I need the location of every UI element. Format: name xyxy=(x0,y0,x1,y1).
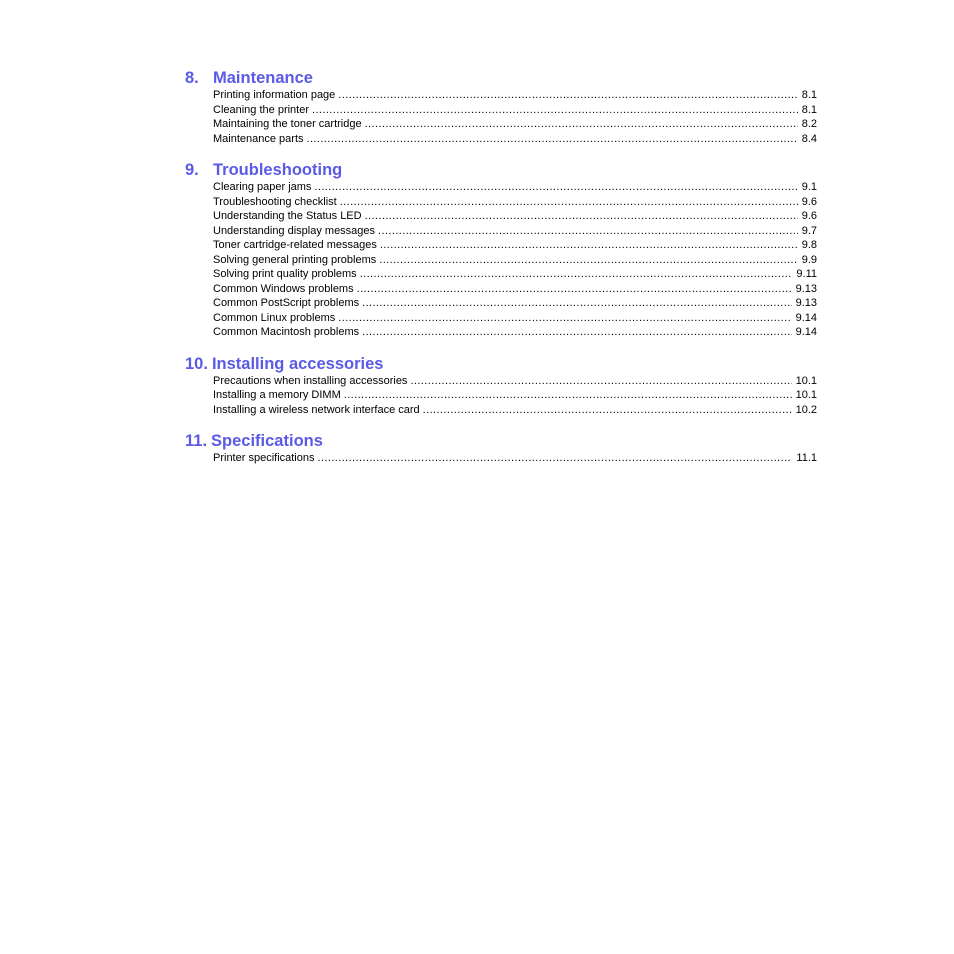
dot-leader xyxy=(357,282,792,297)
toc-page-number: 9.1 xyxy=(801,181,817,193)
toc-page-number: 8.4 xyxy=(801,132,817,145)
toc-entry-label: Installing a wireless network interface card xyxy=(213,403,420,416)
dot-leader xyxy=(423,403,792,418)
toc-page-number: 9.11 xyxy=(796,268,817,280)
toc-entry-label: Installing a memory DIMM xyxy=(213,389,341,401)
toc-page-number: 8.1 xyxy=(801,103,817,116)
toc-entry[interactable] xyxy=(213,88,817,103)
toc-page-number: 9.9 xyxy=(801,253,817,266)
toc-entry[interactable] xyxy=(213,403,817,418)
toc-entry[interactable] xyxy=(213,180,817,195)
toc-entry[interactable] xyxy=(213,253,817,268)
toc-page-number: 10.1 xyxy=(795,389,817,401)
chapter-number: 11. xyxy=(185,432,208,450)
toc-entry[interactable] xyxy=(213,195,817,210)
toc-page-number: 9.14 xyxy=(795,326,817,338)
dot-leader xyxy=(362,296,791,311)
toc-entry[interactable] xyxy=(213,132,817,147)
toc-entry-label: Maintaining the toner cartridge xyxy=(213,118,362,130)
chapter-number: 8. xyxy=(185,69,199,87)
toc-page-number: 9.6 xyxy=(801,195,817,208)
toc-entry[interactable] xyxy=(213,388,817,403)
dot-leader xyxy=(410,374,791,389)
chapter-number: 10. xyxy=(185,354,208,373)
chapter-title: Troubleshooting xyxy=(213,161,343,179)
toc-entry[interactable] xyxy=(213,296,817,311)
toc-page-number: 9.13 xyxy=(795,297,817,309)
dot-leader xyxy=(314,180,797,195)
dot-leader xyxy=(360,267,793,282)
dot-leader xyxy=(379,253,797,268)
chapter-title: Maintenance xyxy=(213,69,313,87)
toc-entry-label: Cleaning the printer xyxy=(213,103,310,116)
dot-leader xyxy=(362,325,791,340)
chapter-number: 9. xyxy=(185,161,199,179)
toc-page-number: 9.14 xyxy=(795,311,817,324)
toc-page-number: 10.1 xyxy=(795,374,817,387)
toc-entry[interactable] xyxy=(213,117,817,132)
toc-entry-list xyxy=(185,180,817,340)
toc-entry-list xyxy=(185,451,817,466)
toc-entry-label: Common Linux problems xyxy=(213,311,336,324)
toc-entry-label: Understanding display messages xyxy=(213,224,376,237)
toc-page-number: 8.2 xyxy=(801,118,817,130)
dot-leader xyxy=(340,195,798,210)
toc-page-number: 10.2 xyxy=(795,403,817,416)
toc-entry-label: Common Macintosh problems xyxy=(213,326,360,338)
toc-entry[interactable] xyxy=(213,311,817,326)
toc-page-number: 9.13 xyxy=(795,282,817,295)
toc-entry[interactable] xyxy=(213,267,817,282)
chapter-specifications xyxy=(185,431,817,466)
chapter-title: Installing accessories xyxy=(211,354,384,373)
dot-leader xyxy=(318,451,793,466)
dot-leader xyxy=(338,88,797,103)
toc-entry[interactable] xyxy=(213,103,817,118)
dot-leader xyxy=(380,238,798,253)
toc-page-number: 9.6 xyxy=(801,210,817,222)
toc-page-number: 9.7 xyxy=(801,224,817,237)
toc-page-number: 11.1 xyxy=(796,452,817,464)
dot-leader xyxy=(338,311,791,326)
toc-entry-list xyxy=(185,374,817,418)
dot-leader xyxy=(307,132,798,147)
dot-leader xyxy=(378,224,798,239)
toc-entry[interactable] xyxy=(213,325,817,340)
toc-entry-label: Toner cartridge-related messages xyxy=(213,239,377,251)
toc-entry[interactable] xyxy=(213,209,817,224)
toc-entry-label: Common Windows problems xyxy=(213,282,354,295)
toc-entry-label: Solving general printing problems xyxy=(213,253,377,266)
dot-leader xyxy=(312,103,798,118)
chapter-installing-accessories xyxy=(185,354,817,418)
toc-page-number: 8.1 xyxy=(801,89,817,101)
toc-entry-label: Printing information page xyxy=(213,89,336,101)
toc-entry[interactable] xyxy=(213,224,817,239)
chapter-heading[interactable] xyxy=(185,354,817,374)
toc-entry-label: Understanding the Status LED xyxy=(213,210,362,222)
chapter-maintenance xyxy=(185,68,817,146)
toc-entry[interactable] xyxy=(213,282,817,297)
toc-entry-label: Printer specifications xyxy=(213,452,315,464)
table-of-contents xyxy=(185,68,817,480)
chapter-heading[interactable] xyxy=(185,160,817,180)
toc-entry-label: Common PostScript problems xyxy=(213,297,360,309)
dot-leader xyxy=(365,117,798,132)
toc-entry[interactable] xyxy=(213,374,817,389)
chapter-heading[interactable] xyxy=(185,431,817,451)
toc-entry-label: Precautions when installing accessories xyxy=(213,374,408,387)
toc-entry-label: Maintenance parts xyxy=(213,132,304,145)
chapter-title: Specifications xyxy=(211,432,323,450)
dot-leader xyxy=(344,388,792,403)
toc-entry-label: Troubleshooting checklist xyxy=(213,195,337,208)
toc-entry-list xyxy=(185,88,817,146)
toc-page-number: 9.8 xyxy=(801,239,817,251)
toc-entry-label: Clearing paper jams xyxy=(213,181,312,193)
dot-leader xyxy=(365,209,798,224)
toc-entry[interactable] xyxy=(213,238,817,253)
chapter-heading[interactable] xyxy=(185,68,817,88)
toc-entry-label: Solving print quality problems xyxy=(213,268,357,280)
toc-entry[interactable] xyxy=(213,451,817,466)
chapter-troubleshooting xyxy=(185,160,817,340)
